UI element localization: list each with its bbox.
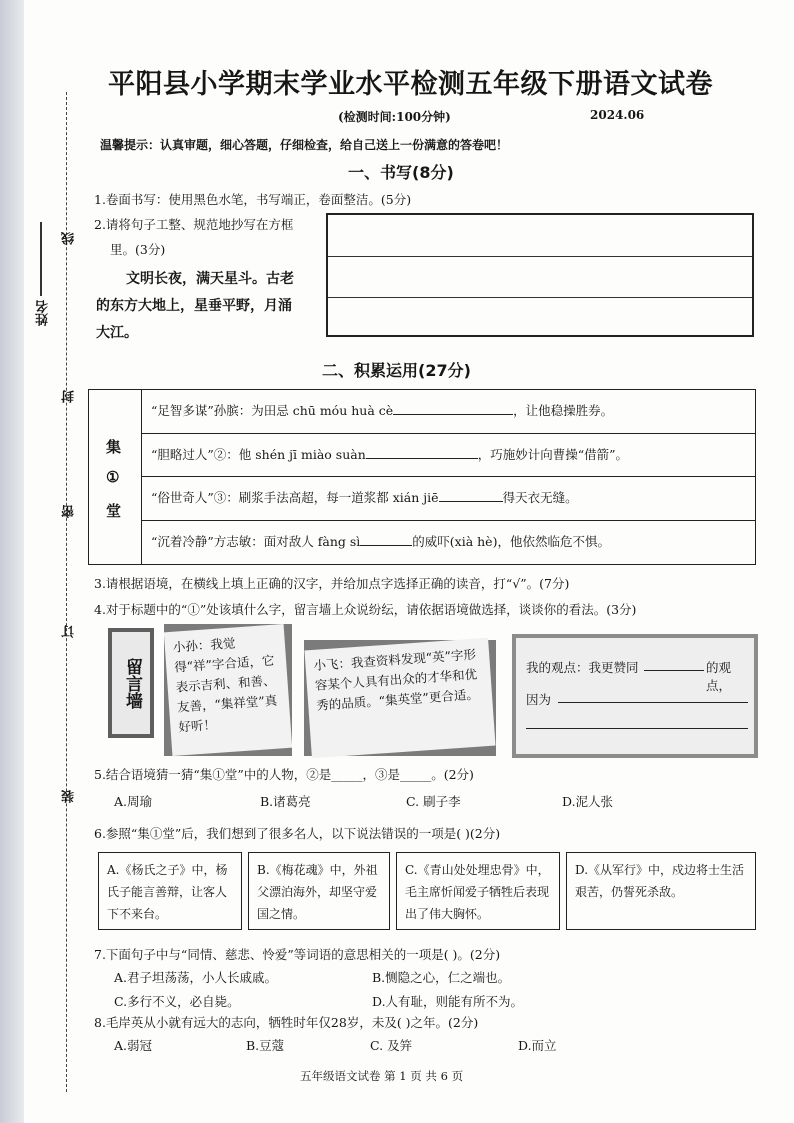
q8-option[interactable]: B.豆蔻 bbox=[246, 1038, 285, 1053]
q7-option[interactable]: C.多行不义，必自毙。 bbox=[114, 994, 240, 1009]
poem-line-2: 的东方大地上，星垂平野，月涌 bbox=[96, 298, 292, 314]
question-1: 1.卷面书写：使用黑色水笔，书写端正，卷面整洁。(5分) bbox=[94, 192, 412, 207]
exam-tip: 温馨提示：认真审题，细心答题，仔细检查，给自己送上一份满意的答卷吧！ bbox=[100, 138, 509, 152]
binding-zhuang-label: 装 bbox=[62, 790, 77, 803]
binding-ding-label: 订 bbox=[62, 625, 77, 638]
section1-title: 一、书写(8分) bbox=[348, 163, 454, 182]
left-label-ji: 集 bbox=[106, 438, 122, 456]
q5-option[interactable]: A.周瑜 bbox=[114, 794, 153, 809]
view-text-b: 的观点， bbox=[706, 660, 732, 693]
writing-line bbox=[328, 256, 752, 257]
row-text: “沉着冷静”方志敏：面对敌人 fàng sì bbox=[151, 533, 361, 549]
message-wall-label: 留言墙 bbox=[112, 632, 150, 734]
row-text: ，巧施妙计向曹操“借箭”。 bbox=[477, 446, 629, 462]
table-row bbox=[141, 477, 755, 521]
question-4: 4.对于标题中的“①”处该填什么字，留言墙上众说纷纭，请依据语境做选择，谈谈你的看法。(3分) bbox=[94, 602, 637, 617]
table-row bbox=[141, 434, 755, 478]
my-view-box[interactable] bbox=[512, 634, 758, 758]
question-5: 5.结合语境猜一猜“集①堂”中的人物，②是_____，③是_____。(2分) bbox=[94, 767, 474, 782]
ji-tang-table bbox=[88, 389, 756, 565]
row-text: 的威吓(xià hè)，他依然临危不惧。 bbox=[412, 533, 610, 549]
q8-option[interactable]: C. 及笄 bbox=[370, 1038, 413, 1053]
view-blank[interactable] bbox=[644, 670, 704, 671]
name-label: 姓名 bbox=[36, 300, 51, 326]
q7-option[interactable]: A.君子坦荡荡，小人长戚戚。 bbox=[114, 970, 278, 985]
row-text: 得天衣无缝。 bbox=[502, 490, 578, 505]
exam-time: (检测时间:100分钟) bbox=[338, 110, 451, 124]
table-row bbox=[141, 390, 755, 434]
q5-option[interactable]: D.泥人张 bbox=[562, 794, 614, 809]
q5-option[interactable]: B.诸葛亮 bbox=[260, 794, 311, 809]
q8-option[interactable]: D.而立 bbox=[518, 1038, 557, 1053]
page-footer: 五年级语文试卷 第 1 页 共 6 页 bbox=[300, 1069, 464, 1083]
q6-option-card[interactable]: D.《从军行》中，戍边将士生活艰苦，仍誓死杀敌。 bbox=[566, 852, 756, 930]
q7-option[interactable]: D.人有耻，则能有所不为。 bbox=[372, 994, 524, 1009]
poem-line-1: 文明长夜，满天星斗。古老 bbox=[126, 271, 294, 287]
scan-edge-strip bbox=[0, 0, 24, 1123]
view-line[interactable] bbox=[558, 702, 748, 703]
question-2b: 里。(3分) bbox=[110, 242, 166, 257]
note-xiaofei bbox=[304, 640, 496, 756]
pinyin-blank[interactable] bbox=[393, 400, 513, 415]
q7-option[interactable]: B.恻隐之心，仁之端也。 bbox=[372, 970, 511, 985]
row-text: ，让他稳操胜券。 bbox=[513, 403, 614, 418]
section2-title: 二、积累运用(27分) bbox=[322, 361, 471, 380]
message-wall-sign bbox=[108, 628, 154, 738]
q6-option-card[interactable]: A.《杨氏之子》中，杨氏子能言善辩，让客人下不来台。 bbox=[98, 852, 242, 930]
question-8: 8.毛岸英从小就有远大的志向，牺牲时年仅28岁，未及( )之年。(2分) bbox=[94, 1015, 479, 1030]
writing-line bbox=[328, 297, 752, 298]
page-title: 平阳县小学期末学业水平检测五年级下册语文试卷 bbox=[108, 69, 713, 100]
table-left-label bbox=[89, 390, 142, 564]
left-label-blank: ① bbox=[106, 468, 120, 486]
view-text-a: 我的观点：我更赞同 bbox=[526, 660, 639, 675]
note-xiaosun-text: 小孙：我觉得“祥”字合适，它表示吉利、和善、友善，“集祥堂”真好听！ bbox=[164, 624, 292, 756]
pinyin-blank[interactable] bbox=[366, 444, 478, 459]
binding-mi-label: 密 bbox=[62, 505, 77, 518]
view-line[interactable] bbox=[526, 728, 748, 729]
pinyin-blank[interactable] bbox=[439, 487, 503, 502]
row-text: “俗世奇人”③：刷浆手法高超，每一道浆都 xián jiē bbox=[151, 490, 439, 505]
my-view-inner bbox=[516, 638, 754, 754]
row-text: “胆略过人”②：他 shén jī miào suàn bbox=[151, 446, 366, 462]
note-xiaofei-text: 小飞：我查资料发现“英”字形容某个人具有出众的才华和优秀的品质。“集英堂”更合适。 bbox=[304, 638, 495, 759]
name-blank bbox=[40, 222, 42, 296]
question-6: 6.参照“集①堂”后，我们想到了很多名人，以下说法错误的一项是( )(2分) bbox=[94, 826, 501, 841]
poem-line-3: 大江。 bbox=[96, 325, 138, 341]
table-row bbox=[141, 521, 755, 565]
left-label-tang: 堂 bbox=[106, 502, 122, 520]
pinyin-blank[interactable] bbox=[360, 531, 412, 546]
view-text-c: 因为 bbox=[526, 692, 552, 707]
q8-option[interactable]: A.弱冠 bbox=[114, 1038, 153, 1053]
q6-option-card[interactable]: B.《梅花魂》中，外祖父漂泊海外，却坚守爱国之情。 bbox=[248, 852, 390, 930]
q5-option[interactable]: C. 刷子李 bbox=[406, 794, 461, 809]
binding-line-label: 线 bbox=[62, 232, 77, 245]
exam-date: 2024.06 bbox=[590, 108, 645, 122]
copy-writing-box[interactable] bbox=[326, 213, 754, 337]
row-text: “足智多谋”孙膑：为田忌 chū móu huà cè bbox=[151, 403, 394, 418]
question-7: 7.下面句子中与“同情、慈悲、怜爱”等词语的意思相关的一项是( )。(2分) bbox=[94, 947, 501, 962]
binding-seal-label: 封 bbox=[62, 390, 77, 403]
note-xiaosun bbox=[164, 624, 292, 756]
q6-option-card[interactable]: C.《青山处处埋忠骨》中，毛主席忻闻爱子牺牲后表现出了伟大胸怀。 bbox=[396, 852, 560, 930]
question-2a: 2.请将句子工整、规范地抄写在方框 bbox=[94, 217, 294, 232]
question-3: 3.请根据语境，在横线上填上正确的汉字，并给加点字选择正确的读音，打“√”。(7分) bbox=[94, 576, 570, 591]
